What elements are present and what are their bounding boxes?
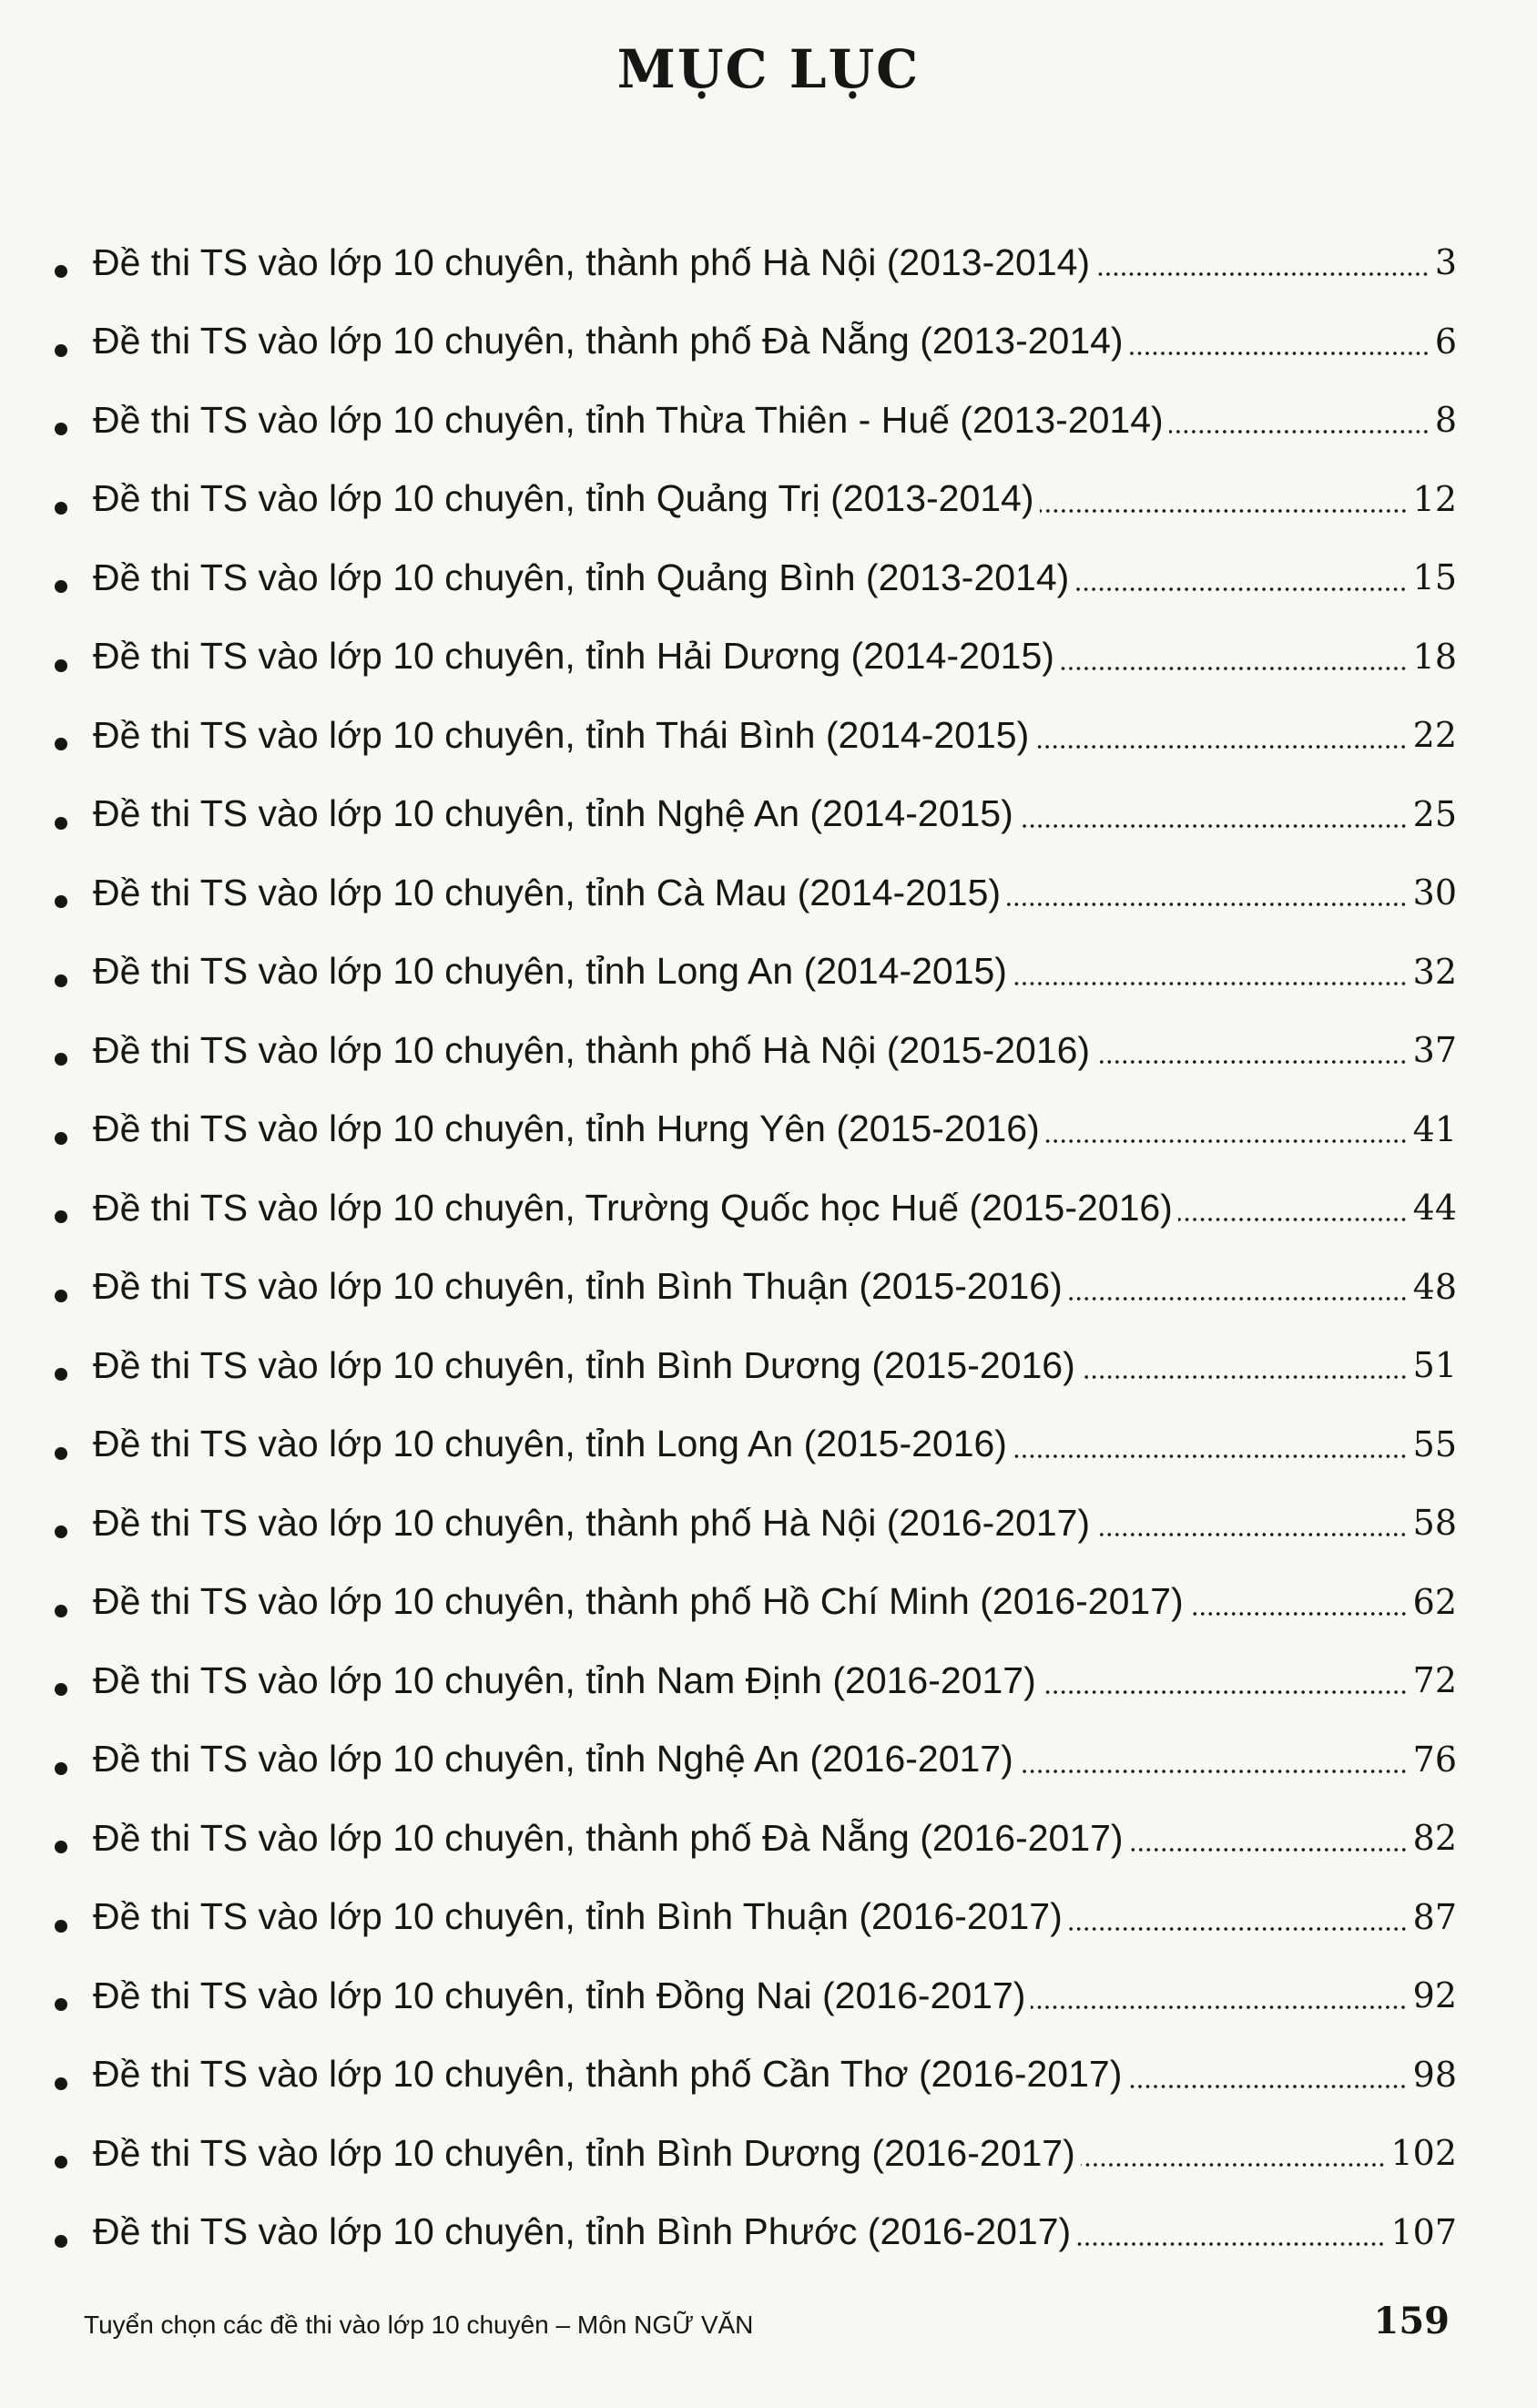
toc-entry — [55, 2036, 1457, 2115]
bullet-icon — [55, 1525, 67, 1538]
bullet-icon — [55, 659, 67, 672]
dot-leader — [1095, 1532, 1408, 1537]
toc-entry-title: Đề thi TS vào lớp 10 chuyên, tỉnh Long An (2014-2015) — [93, 950, 1007, 993]
dot-leader — [1129, 1847, 1408, 1852]
bullet-icon — [55, 1841, 67, 1853]
toc-entry — [55, 1248, 1457, 1327]
footer-book-title: Tuyển chọn các đề thi vào lớp 10 chuyên – Môn NGỮ VĂN — [84, 2311, 754, 2339]
toc-entry-title: Đề thi TS vào lớp 10 chuyên, tỉnh Nghệ An (2014-2015) — [93, 792, 1013, 835]
dot-leader — [1081, 1374, 1408, 1380]
toc-entry-title: Đề thi TS vào lớp 10 chuyên, thành phố Hà Nội (2016-2017) — [93, 1501, 1091, 1544]
toc-entry-title: Đề thi TS vào lớp 10 chuyên, tỉnh Cà Mau (2014-2015) — [93, 871, 1002, 913]
toc-entry-page: 6 — [1434, 321, 1457, 362]
bullet-icon — [55, 423, 67, 435]
toc-entry — [55, 1090, 1457, 1169]
toc-entry-title: Đề thi TS vào lớp 10 chuyên, tỉnh Bình Phước (2016-2017) — [93, 2210, 1072, 2253]
toc-entry — [55, 460, 1457, 539]
dot-leader — [1060, 666, 1408, 671]
toc-entry-title: Đề thi TS vào lớp 10 chuyên, thành phố Đà Nẵng (2013-2014) — [93, 320, 1124, 362]
bullet-icon — [55, 817, 67, 830]
toc-entry-page: 107 — [1390, 2211, 1457, 2252]
toc-entry — [55, 1799, 1457, 1878]
toc-entry — [55, 617, 1457, 697]
toc-entry — [55, 775, 1457, 854]
toc-entry-page: 32 — [1412, 951, 1457, 992]
bullet-icon — [55, 1210, 67, 1223]
toc-entry — [55, 1641, 1457, 1720]
bullet-icon — [55, 1447, 67, 1460]
toc-entry-title: Đề thi TS vào lớp 10 chuyên, tỉnh Thái Bình (2014-2015) — [93, 713, 1030, 756]
bullet-icon — [55, 1290, 67, 1302]
toc-entry — [55, 696, 1457, 775]
toc-entry-page: 76 — [1412, 1739, 1457, 1780]
toc-entry-title: Đề thi TS vào lớp 10 chuyên, thành phố Đà Nẵng (2016-2017) — [93, 1816, 1124, 1859]
toc-entry-title: Đề thi TS vào lớp 10 chuyên, tỉnh Hải Dương (2014-2015) — [93, 635, 1054, 678]
dot-leader — [1178, 1217, 1408, 1222]
bullet-icon — [55, 1920, 67, 1933]
toc-entry — [55, 1956, 1457, 2036]
toc-entry — [55, 1168, 1457, 1248]
bullet-icon — [55, 2235, 67, 2248]
bullet-icon — [55, 502, 67, 515]
table-of-contents — [55, 223, 1457, 2271]
toc-entry — [55, 1720, 1457, 1800]
toc-entry-page: 92 — [1412, 1975, 1457, 2016]
toc-entry-page: 62 — [1412, 1581, 1457, 1622]
toc-entry-page: 55 — [1412, 1423, 1457, 1464]
toc-entry-page: 51 — [1412, 1345, 1457, 1386]
dot-leader — [1189, 1611, 1408, 1617]
bullet-icon — [55, 895, 67, 908]
dot-leader — [1045, 1138, 1408, 1144]
toc-entry-title: Đề thi TS vào lớp 10 chuyên, tỉnh Hưng Yên (2015-2016) — [93, 1107, 1040, 1150]
toc-entry-page: 30 — [1412, 872, 1457, 913]
toc-entry — [55, 1011, 1457, 1090]
toc-entry-page: 12 — [1412, 478, 1457, 519]
bullet-icon — [55, 1132, 67, 1145]
dot-leader — [1034, 744, 1407, 750]
footer-page-number: 159 — [1373, 2300, 1450, 2342]
toc-entry-title: Đề thi TS vào lớp 10 chuyên, tỉnh Bình Dương (2015-2016) — [93, 1343, 1075, 1386]
toc-entry — [55, 2193, 1457, 2272]
bullet-icon — [55, 1605, 67, 1617]
bullet-icon — [55, 265, 67, 278]
dot-leader — [1074, 587, 1407, 592]
bullet-icon — [55, 580, 67, 593]
dot-leader — [1031, 2005, 1407, 2010]
bullet-icon — [55, 1683, 67, 1696]
dot-leader — [1006, 902, 1408, 907]
toc-entry-page: 3 — [1434, 242, 1457, 283]
toc-entry-page: 82 — [1412, 1818, 1457, 1859]
toc-entry-page: 58 — [1412, 1503, 1457, 1544]
dot-leader — [1068, 1926, 1408, 1932]
toc-entry-page: 8 — [1434, 400, 1457, 441]
dot-leader — [1129, 351, 1430, 356]
toc-entry-page: 48 — [1412, 1266, 1457, 1307]
bullet-icon — [55, 1762, 67, 1775]
toc-entry — [55, 1326, 1457, 1405]
toc-entry-page: 15 — [1412, 557, 1457, 598]
toc-entry — [55, 933, 1457, 1012]
toc-entry-page: 102 — [1390, 2133, 1457, 2174]
toc-entry-title: Đề thi TS vào lớp 10 chuyên, tỉnh Quảng Bình (2013-2014) — [93, 556, 1070, 598]
bullet-icon — [55, 1998, 67, 2011]
toc-entry-title: Đề thi TS vào lớp 10 chuyên, tỉnh Bình Thuận (2015-2016) — [93, 1265, 1063, 1308]
dot-leader — [1013, 981, 1408, 986]
toc-entry-page: 98 — [1412, 2054, 1457, 2095]
toc-entry-page: 87 — [1412, 1896, 1457, 1937]
toc-entry-title: Đề thi TS vào lớp 10 chuyên, thành phố Hà Nội (2013-2014) — [93, 240, 1091, 283]
dot-leader — [1042, 1689, 1408, 1695]
dot-leader — [1169, 429, 1430, 434]
dot-leader — [1040, 508, 1408, 514]
dot-leader — [1076, 2241, 1385, 2247]
dot-leader — [1019, 823, 1408, 829]
toc-entry-page: 22 — [1412, 715, 1457, 756]
toc-entry — [55, 302, 1457, 382]
toc-entry — [55, 2114, 1457, 2193]
toc-entry-title: Đề thi TS vào lớp 10 chuyên, Trường Quốc học Huế (2015-2016) — [93, 1186, 1173, 1229]
toc-entry-title: Đề thi TS vào lớp 10 chuyên, tỉnh Thừa Thiên - Huế (2013-2014) — [93, 398, 1164, 441]
toc-entry-title: Đề thi TS vào lớp 10 chuyên, tỉnh Nam Định (2016-2017) — [93, 1658, 1036, 1701]
dot-leader — [1019, 1769, 1408, 1774]
dot-leader — [1095, 1059, 1408, 1065]
page-footer — [84, 2300, 1450, 2342]
toc-entry-title: Đề thi TS vào lớp 10 chuyên, tỉnh Đồng Nai (2016-2017) — [93, 1974, 1026, 2016]
dot-leader — [1095, 271, 1430, 277]
dot-leader — [1081, 2162, 1386, 2168]
bullet-icon — [55, 344, 67, 357]
toc-entry — [55, 853, 1457, 933]
toc-entry-title: Đề thi TS vào lớp 10 chuyên, tỉnh Nghệ An (2016-2017) — [93, 1738, 1013, 1780]
page-title: MỤC LỤC — [616, 38, 921, 100]
toc-entry-title: Đề thi TS vào lớp 10 chuyên, thành phố Cần Thơ (2016-2017) — [93, 2053, 1123, 2096]
toc-entry-page: 72 — [1412, 1660, 1457, 1701]
toc-entry-page: 25 — [1412, 793, 1457, 834]
dot-leader — [1013, 1454, 1408, 1459]
toc-entry-title: Đề thi TS vào lớp 10 chuyên, tỉnh Quảng Trị (2013-2014) — [93, 477, 1034, 520]
dot-leader — [1127, 2084, 1407, 2089]
toc-entry — [55, 1878, 1457, 1957]
toc-entry-title: Đề thi TS vào lớp 10 chuyên, tỉnh Long An (2015-2016) — [93, 1423, 1007, 1465]
toc-entry — [55, 223, 1457, 302]
toc-entry-page: 18 — [1412, 636, 1457, 677]
toc-entry — [55, 1563, 1457, 1642]
toc-entry-page: 44 — [1412, 1188, 1457, 1229]
dot-leader — [1068, 1296, 1408, 1301]
toc-entry-page: 41 — [1412, 1108, 1457, 1149]
toc-entry — [55, 1405, 1457, 1485]
bullet-icon — [55, 2156, 67, 2168]
bullet-icon — [55, 1368, 67, 1381]
toc-entry-title: Đề thi TS vào lớp 10 chuyên, tỉnh Bình Dương (2016-2017) — [93, 2131, 1075, 2174]
toc-entry-title: Đề thi TS vào lớp 10 chuyên, tỉnh Bình Thuận (2016-2017) — [93, 1895, 1063, 1938]
toc-entry-page: 37 — [1412, 1030, 1457, 1071]
toc-entry — [55, 1484, 1457, 1563]
bullet-icon — [55, 974, 67, 987]
toc-entry-title: Đề thi TS vào lớp 10 chuyên, thành phố Hồ Chí Minh (2016-2017) — [93, 1580, 1184, 1623]
bullet-icon — [55, 738, 67, 750]
toc-entry — [55, 538, 1457, 617]
toc-entry — [55, 381, 1457, 460]
bullet-icon — [55, 1053, 67, 1066]
bullet-icon — [55, 2077, 67, 2090]
toc-entry-title: Đề thi TS vào lớp 10 chuyên, thành phố Hà Nội (2015-2016) — [93, 1028, 1091, 1071]
